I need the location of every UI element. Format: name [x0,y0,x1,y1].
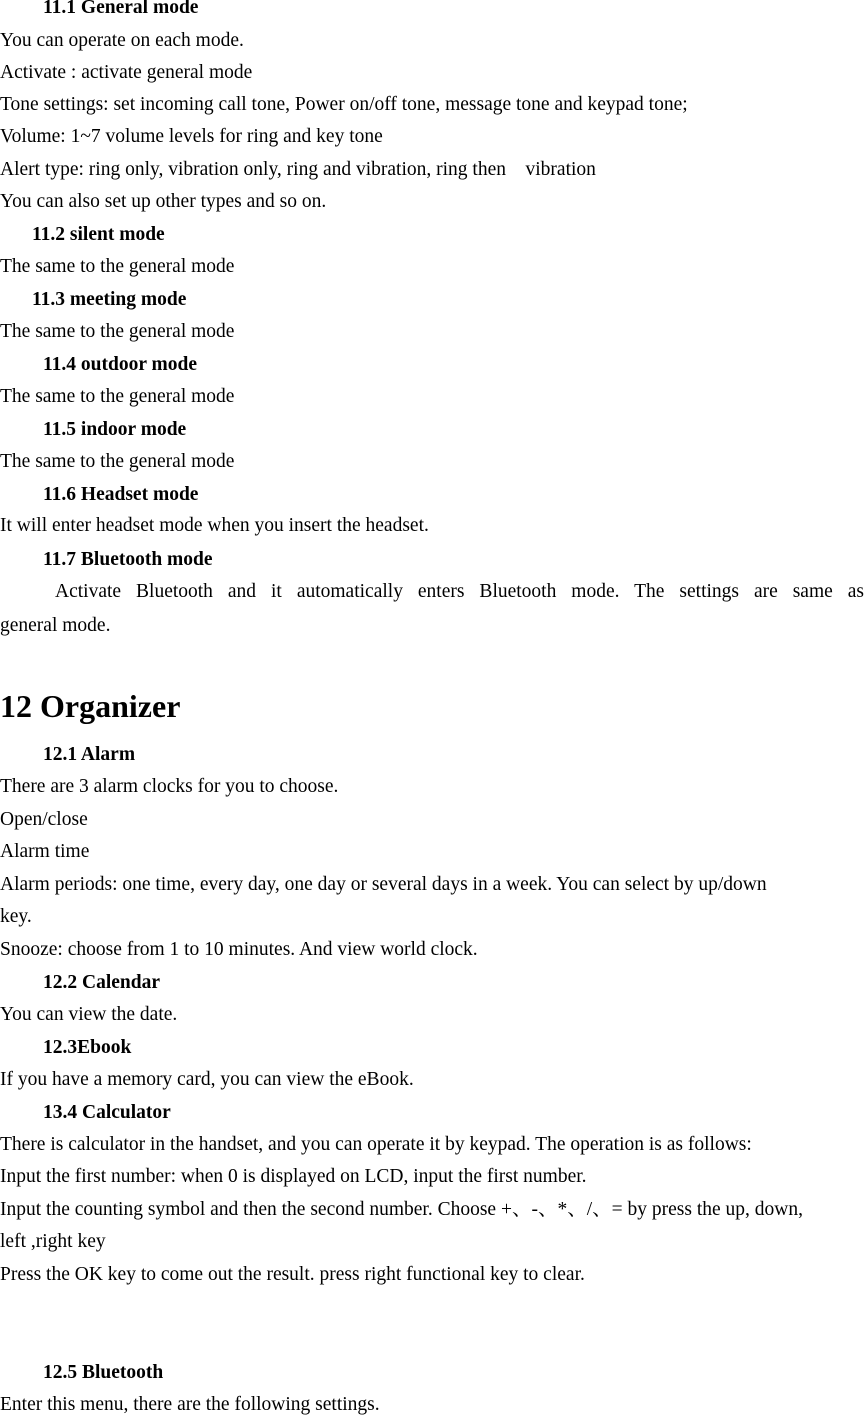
general-mode-line-2: Activate : activate general mode [0,62,253,83]
general-mode-line-3: Tone settings: set incoming call tone, Power on/off tone, message tone and keypad tone; [0,94,688,115]
general-mode-line-6: You can also set up other types and so on. [0,191,327,212]
alarm-line-6: Snooze: choose from 1 to 10 minutes. And view world clock. [0,939,478,960]
bluetooth-text: Enter this menu, there are the following settings. [0,1394,380,1415]
heading-outdoor-mode: 11.4 outdoor mode [43,354,198,375]
alarm-line-1: There are 3 alarm clocks for you to choose. [0,776,339,797]
calculator-line-2: Input the first number: when 0 is displayed on LCD, input the first number. [0,1166,587,1187]
heading-bluetooth: 12.5 Bluetooth [43,1362,164,1383]
silent-mode-text: The same to the general mode [0,256,235,277]
calculator-line-1: There is calculator in the handset, and you can operate it by keypad. The operation is as follows: [0,1134,752,1155]
headset-mode-text: It will enter headset mode when you insert the headset. [0,515,429,536]
alarm-line-2: Open/close [0,809,88,830]
heading-silent-mode: 11.2 silent mode [32,224,165,245]
heading-indoor-mode: 11.5 indoor mode [43,419,187,440]
bluetooth-mode-text-line-1: Activate Bluetooth and it automatically enters Bluetooth mode. The settings are same as [55,581,864,602]
general-mode-line-4: Volume: 1~7 volume levels for ring and key tone [0,126,383,147]
general-mode-line-5: Alert type: ring only, vibration only, ring and vibration, ring then vibration [0,159,596,180]
alarm-line-3: Alarm time [0,841,90,862]
outdoor-mode-text: The same to the general mode [0,386,235,407]
heading-bluetooth-mode: 11.7 Bluetooth mode [43,549,213,570]
general-mode-line-1: You can operate on each mode. [0,30,244,51]
calendar-text: You can view the date. [0,1004,178,1025]
calculator-line-5: Press the OK key to come out the result. press right functional key to clear. [0,1264,585,1285]
heading-calculator: 13.4 Calculator [43,1102,171,1123]
meeting-mode-text: The same to the general mode [0,321,235,342]
heading-ebook: 12.3Ebook [43,1037,132,1058]
heading-calendar: 12.2 Calendar [43,972,160,993]
calculator-line-4: left ,right key [0,1231,106,1252]
ebook-text: If you have a memory card, you can view the eBook. [0,1069,414,1090]
alarm-line-5: key. [0,906,32,927]
heading-headset-mode: 11.6 Headset mode [43,484,199,505]
heading-alarm: 12.1 Alarm [43,744,136,765]
alarm-line-4: Alarm periods: one time, every day, one day or several days in a week. You can select by up/down [0,874,767,895]
bluetooth-mode-text-line-2: general mode. [0,615,111,636]
heading-organizer: 12 Organizer [0,688,181,724]
heading-general-mode: 11.1 General mode [43,0,199,18]
calculator-line-3: Input the counting symbol and then the second number. Choose +、-、*、/、= by press the up, down, [0,1199,803,1220]
indoor-mode-text: The same to the general mode [0,451,235,472]
heading-meeting-mode: 11.3 meeting mode [32,289,187,310]
